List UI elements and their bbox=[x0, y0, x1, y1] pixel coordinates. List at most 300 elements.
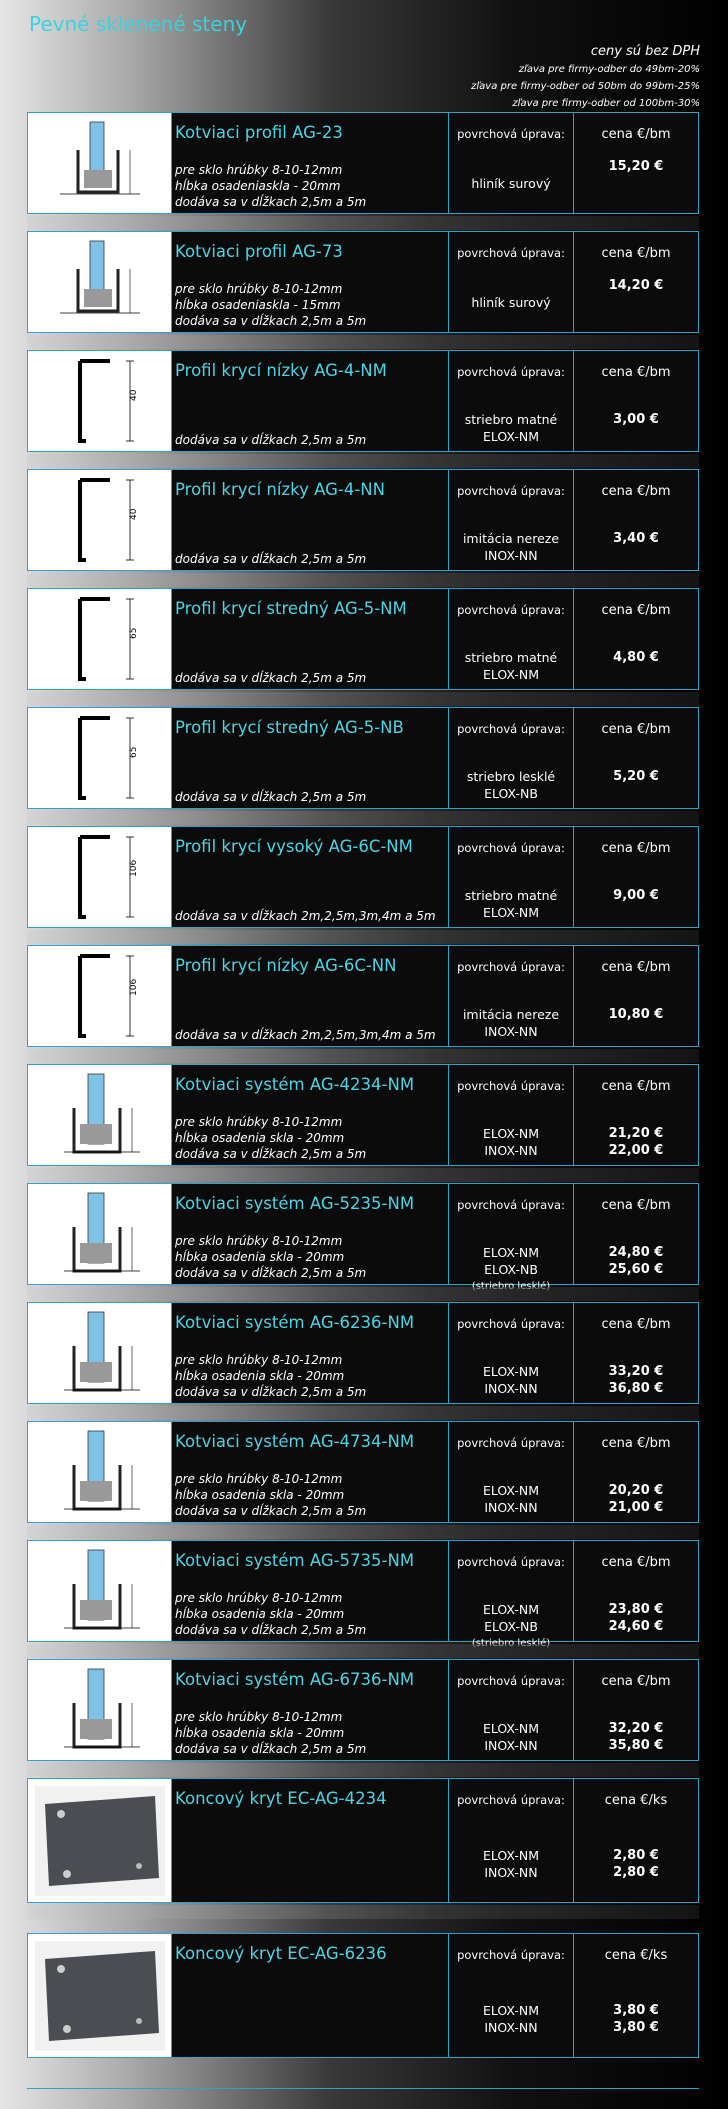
finish-cell bbox=[449, 1065, 574, 1165]
product-details bbox=[175, 1352, 366, 1400]
row-separator bbox=[27, 692, 699, 706]
finish-value: imitácia nereze bbox=[462, 531, 560, 546]
price-label: cena €/bm bbox=[601, 1555, 671, 1570]
product-detail: dodáva sa v dĺžkach 2,5m a 5m bbox=[175, 671, 367, 685]
product-image bbox=[28, 470, 172, 570]
product-name: Kotviaci systém AG-5735-NM bbox=[175, 1551, 415, 1570]
finish-label: povrchová úprava: bbox=[457, 246, 565, 260]
price-label: cena €/bm bbox=[601, 960, 671, 975]
product-description bbox=[172, 232, 449, 332]
product-description bbox=[172, 1660, 449, 1760]
price-label: cena €/ks bbox=[604, 1948, 668, 1963]
row-separator bbox=[27, 573, 699, 587]
price-cell bbox=[574, 232, 698, 332]
product-detail: dodáva sa v dĺžkach 2,5m a 5m bbox=[175, 552, 367, 566]
finish-values bbox=[449, 530, 573, 564]
product-detail: pre sklo hrúbky 8-10-12mm bbox=[175, 1591, 343, 1605]
finish-values bbox=[449, 1482, 573, 1516]
finish-value: striebro lesklé bbox=[466, 769, 556, 784]
cover-profile-icon bbox=[40, 593, 160, 685]
product-detail: dodáva sa v dĺžkach 2,5m a 5m bbox=[175, 433, 367, 447]
price-values bbox=[574, 649, 698, 666]
price-cell bbox=[574, 1422, 698, 1522]
price-cell bbox=[574, 1660, 698, 1760]
product-row bbox=[27, 1778, 699, 1903]
finish-value: ELOX-NB bbox=[484, 786, 538, 801]
finish-cell bbox=[449, 1660, 574, 1760]
price-cell bbox=[574, 1184, 698, 1284]
svg-text:40: 40 bbox=[128, 389, 139, 401]
price-values bbox=[574, 1006, 698, 1023]
finish-label: povrchová úprava: bbox=[457, 484, 565, 498]
finish-label: povrchová úprava: bbox=[457, 603, 565, 617]
product-description bbox=[172, 1303, 449, 1403]
finish-value: INOX-NN bbox=[484, 1500, 538, 1515]
end-cap-icon bbox=[35, 1941, 165, 2051]
product-name: Kotviaci systém AG-6236-NM bbox=[175, 1313, 415, 1332]
product-detail: dodáva sa v dĺžkach 2,5m a 5m bbox=[175, 195, 367, 209]
product-details bbox=[175, 670, 366, 686]
finish-values bbox=[449, 2002, 573, 2036]
price-value: 24,80 € bbox=[608, 1245, 664, 1260]
row-separator bbox=[27, 1049, 699, 1063]
product-detail: pre sklo hrúbky 8-10-12mm bbox=[175, 1234, 343, 1248]
finish-values bbox=[449, 1720, 573, 1754]
anchor-profile-icon bbox=[40, 235, 160, 330]
product-image bbox=[28, 351, 172, 451]
product-detail: hĺbka osadenia skla - 20mm bbox=[175, 1607, 345, 1621]
product-image bbox=[28, 708, 172, 808]
product-image bbox=[28, 946, 172, 1046]
finish-value: ELOX-NM bbox=[482, 2003, 540, 2018]
finish-label: povrchová úprava: bbox=[457, 1079, 565, 1093]
product-details bbox=[175, 432, 366, 448]
price-value: 3,80 € bbox=[613, 2003, 659, 2018]
discount-note: zľava pre firmy-odber do 49bm-20% bbox=[518, 64, 700, 75]
finish-label: povrchová úprava: bbox=[457, 1198, 565, 1212]
product-image bbox=[28, 589, 172, 689]
price-cell bbox=[574, 1065, 698, 1165]
product-row bbox=[27, 1933, 699, 2058]
footer-divider bbox=[27, 2088, 699, 2089]
finish-value: ELOX-NB bbox=[484, 1262, 538, 1277]
product-details bbox=[175, 1709, 366, 1757]
price-value: 14,20 € bbox=[608, 278, 664, 293]
product-details bbox=[175, 1590, 366, 1638]
price-value: 21,20 € bbox=[608, 1126, 664, 1141]
product-detail: dodáva sa v dĺžkach 2,5m a 5m bbox=[175, 1385, 367, 1399]
finish-value: striebro matné bbox=[464, 412, 558, 427]
row-separator bbox=[27, 216, 699, 230]
product-detail: pre sklo hrúbky 8-10-12mm bbox=[175, 1472, 343, 1486]
finish-values bbox=[449, 1363, 573, 1397]
price-value: 32,20 € bbox=[608, 1721, 664, 1736]
finish-value: ELOX-NM bbox=[482, 667, 540, 682]
finish-label: povrchová úprava: bbox=[457, 1948, 565, 1962]
finish-value: INOX-NN bbox=[484, 1738, 538, 1753]
product-detail: hĺbka osadenia skla - 20mm bbox=[175, 1250, 345, 1264]
price-values bbox=[574, 1244, 698, 1278]
finish-cell bbox=[449, 1184, 574, 1284]
product-details bbox=[175, 1114, 366, 1162]
finish-values bbox=[449, 1847, 573, 1881]
product-name: Profil krycí stredný AG-5-NM bbox=[175, 599, 407, 618]
price-values bbox=[574, 1482, 698, 1516]
finish-values bbox=[449, 1125, 573, 1159]
product-detail: dodáva sa v dĺžkach 2,5m a 5m bbox=[175, 314, 367, 328]
product-detail: pre sklo hrúbky 8-10-12mm bbox=[175, 1353, 343, 1367]
finish-value: INOX-NN bbox=[484, 1865, 538, 1880]
price-value: 2,80 € bbox=[613, 1865, 659, 1880]
finish-value: ELOX-NM bbox=[482, 1364, 540, 1379]
cover-profile-icon bbox=[40, 712, 160, 804]
product-detail: pre sklo hrúbky 8-10-12mm bbox=[175, 163, 343, 177]
product-description bbox=[172, 113, 449, 213]
finish-label: povrchová úprava: bbox=[457, 841, 565, 855]
finish-label: povrchová úprava: bbox=[457, 722, 565, 736]
product-image bbox=[28, 1422, 172, 1522]
price-cell bbox=[574, 1303, 698, 1403]
price-value: 10,80 € bbox=[608, 1007, 664, 1022]
row-separator bbox=[27, 1168, 699, 1182]
product-image bbox=[28, 1065, 172, 1165]
product-detail: hĺbka osadenia skla - 20mm bbox=[175, 1369, 345, 1383]
finish-values bbox=[449, 1006, 573, 1040]
finish-label: povrchová úprava: bbox=[457, 1436, 565, 1450]
price-cell bbox=[574, 1541, 698, 1641]
finish-values bbox=[449, 887, 573, 921]
price-cell bbox=[574, 351, 698, 451]
product-detail: dodáva sa v dĺžkach 2,5m a 5m bbox=[175, 1266, 367, 1280]
product-description bbox=[172, 1541, 449, 1641]
product-name: Kotviaci profil AG-23 bbox=[175, 123, 343, 142]
product-name: Kotviaci systém AG-4734-NM bbox=[175, 1432, 415, 1451]
svg-text:65: 65 bbox=[128, 627, 139, 639]
anchor-system-icon bbox=[40, 1425, 160, 1520]
finish-value: ELOX-NM bbox=[482, 429, 540, 444]
product-detail: pre sklo hrúbky 8-10-12mm bbox=[175, 1115, 343, 1129]
product-detail: dodáva sa v dĺžkach 2m,2,5m,3m,4m a 5m bbox=[175, 1028, 436, 1042]
finish-value: hliník surový bbox=[471, 295, 551, 310]
finish-cell bbox=[449, 470, 574, 570]
price-value: 25,60 € bbox=[608, 1262, 664, 1277]
finish-values bbox=[449, 294, 573, 311]
product-row bbox=[27, 1659, 699, 1761]
product-description bbox=[172, 351, 449, 451]
finish-value: ELOX-NM bbox=[482, 1126, 540, 1141]
end-cap-icon bbox=[35, 1786, 165, 1896]
price-value: 4,80 € bbox=[613, 650, 659, 665]
price-label: cena €/bm bbox=[601, 1317, 671, 1332]
product-image bbox=[28, 232, 172, 332]
price-cell bbox=[574, 470, 698, 570]
svg-text:65: 65 bbox=[128, 746, 139, 758]
price-label: cena €/bm bbox=[601, 1079, 671, 1094]
row-separator bbox=[27, 454, 699, 468]
product-description bbox=[172, 1934, 449, 2057]
price-value: 3,00 € bbox=[613, 412, 659, 427]
price-value: 21,00 € bbox=[608, 1500, 664, 1515]
price-cell bbox=[574, 589, 698, 689]
finish-label: povrchová úprava: bbox=[457, 127, 565, 141]
price-values bbox=[574, 158, 698, 175]
anchor-system-icon bbox=[40, 1068, 160, 1163]
finish-cell bbox=[449, 827, 574, 927]
finish-label: povrchová úprava: bbox=[457, 1674, 565, 1688]
finish-label: povrchová úprava: bbox=[457, 1793, 565, 1807]
product-image bbox=[28, 1303, 172, 1403]
finish-value: ELOX-NM bbox=[482, 1721, 540, 1736]
product-row bbox=[27, 1421, 699, 1523]
finish-cell bbox=[449, 351, 574, 451]
product-image bbox=[28, 1660, 172, 1760]
product-description bbox=[172, 1422, 449, 1522]
finish-value: hliník surový bbox=[471, 176, 551, 191]
product-detail: hĺbka osadenia skla - 20mm bbox=[175, 1131, 345, 1145]
row-separator bbox=[27, 811, 699, 825]
price-value: 5,20 € bbox=[613, 769, 659, 784]
price-values bbox=[574, 411, 698, 428]
finish-values bbox=[449, 411, 573, 445]
finish-cell bbox=[449, 1303, 574, 1403]
finish-value: striebro matné bbox=[464, 650, 558, 665]
anchor-system-icon bbox=[40, 1544, 160, 1639]
price-cell bbox=[574, 708, 698, 808]
svg-text:40: 40 bbox=[128, 508, 139, 520]
price-label: cena €/bm bbox=[601, 841, 671, 856]
product-name: Profil krycí stredný AG-5-NB bbox=[175, 718, 404, 737]
row-separator bbox=[27, 1763, 699, 1777]
finish-cell bbox=[449, 708, 574, 808]
product-description bbox=[172, 827, 449, 927]
product-row bbox=[27, 1064, 699, 1166]
price-values bbox=[574, 277, 698, 294]
finish-cell bbox=[449, 589, 574, 689]
price-value: 2,80 € bbox=[613, 1848, 659, 1863]
product-details bbox=[175, 1233, 366, 1281]
price-label: cena €/bm bbox=[601, 603, 671, 618]
product-description bbox=[172, 1779, 449, 1902]
price-value: 22,00 € bbox=[608, 1143, 664, 1158]
product-details bbox=[175, 162, 366, 210]
price-value: 15,20 € bbox=[608, 159, 664, 174]
finish-value: imitácia nereze bbox=[462, 1007, 560, 1022]
finish-cell bbox=[449, 113, 574, 213]
price-value: 33,20 € bbox=[608, 1364, 664, 1379]
price-label: cena €/ks bbox=[604, 1793, 668, 1808]
finish-value: INOX-NN bbox=[484, 1024, 538, 1039]
discount-note: zľava pre firmy-odber od 50bm do 99bm-25% bbox=[471, 81, 700, 92]
anchor-system-icon bbox=[40, 1306, 160, 1401]
product-image bbox=[28, 1934, 172, 2057]
price-value: 3,80 € bbox=[613, 2020, 659, 2035]
product-description bbox=[172, 946, 449, 1046]
price-label: cena €/bm bbox=[601, 365, 671, 380]
product-details bbox=[175, 1027, 436, 1043]
finish-value: ELOX-NM bbox=[482, 1602, 540, 1617]
finish-label: povrchová úprava: bbox=[457, 1555, 565, 1569]
product-detail: pre sklo hrúbky 8-10-12mm bbox=[175, 1710, 343, 1724]
price-label: cena €/bm bbox=[601, 722, 671, 737]
finish-value: INOX-NN bbox=[484, 548, 538, 563]
price-value: 20,20 € bbox=[608, 1483, 664, 1498]
finish-cell bbox=[449, 946, 574, 1046]
cover-profile-icon bbox=[40, 474, 160, 566]
product-name: Kotviaci systém AG-6736-NM bbox=[175, 1670, 415, 1689]
finish-cell bbox=[449, 232, 574, 332]
svg-text:106: 106 bbox=[128, 859, 139, 877]
cover-profile-icon bbox=[40, 950, 160, 1042]
product-description bbox=[172, 470, 449, 570]
product-image bbox=[28, 1184, 172, 1284]
header-notes bbox=[471, 44, 700, 112]
product-row bbox=[27, 707, 699, 809]
product-details bbox=[175, 908, 436, 924]
price-value: 3,40 € bbox=[613, 531, 659, 546]
price-label: cena €/bm bbox=[601, 1198, 671, 1213]
product-detail: hĺbka osadeniaskla - 20mm bbox=[175, 179, 341, 193]
price-label: cena €/bm bbox=[601, 484, 671, 499]
product-details bbox=[175, 1471, 366, 1519]
finish-cell bbox=[449, 1422, 574, 1522]
product-detail: dodáva sa v dĺžkach 2m,2,5m,3m,4m a 5m bbox=[175, 909, 436, 923]
product-description bbox=[172, 589, 449, 689]
price-values bbox=[574, 2002, 698, 2036]
product-name: Kotviaci systém AG-5235-NM bbox=[175, 1194, 415, 1213]
product-row bbox=[27, 1302, 699, 1404]
finish-values bbox=[449, 175, 573, 192]
product-details bbox=[175, 551, 366, 567]
price-label: cena €/bm bbox=[601, 1436, 671, 1451]
product-detail: hĺbka osadenia skla - 20mm bbox=[175, 1726, 345, 1740]
product-image bbox=[28, 827, 172, 927]
product-image bbox=[28, 113, 172, 213]
price-values bbox=[574, 1363, 698, 1397]
price-cell bbox=[574, 946, 698, 1046]
price-label: cena €/bm bbox=[601, 1674, 671, 1689]
price-values bbox=[574, 1847, 698, 1881]
product-detail: hĺbka osadenia skla - 20mm bbox=[175, 1488, 345, 1502]
row-separator bbox=[27, 1287, 699, 1301]
price-cell bbox=[574, 1779, 698, 1902]
product-image bbox=[28, 1541, 172, 1641]
finish-values bbox=[449, 649, 573, 683]
price-values bbox=[574, 887, 698, 904]
product-description bbox=[172, 1184, 449, 1284]
finish-value: INOX-NN bbox=[484, 1381, 538, 1396]
product-detail: dodáva sa v dĺžkach 2,5m a 5m bbox=[175, 1504, 367, 1518]
product-row bbox=[27, 469, 699, 571]
svg-text:106: 106 bbox=[128, 978, 139, 996]
finish-label: povrchová úprava: bbox=[457, 960, 565, 974]
finish-label: povrchová úprava: bbox=[457, 1317, 565, 1331]
price-value: 36,80 € bbox=[608, 1381, 664, 1396]
vat-note: ceny sú bez DPH bbox=[590, 44, 700, 59]
product-detail: dodáva sa v dĺžkach 2,5m a 5m bbox=[175, 790, 367, 804]
product-row bbox=[27, 1540, 699, 1642]
product-row bbox=[27, 826, 699, 928]
cover-profile-icon bbox=[40, 355, 160, 447]
finish-value: INOX-NN bbox=[484, 2020, 538, 2035]
price-value: 24,60 € bbox=[608, 1619, 664, 1634]
row-separator bbox=[27, 1406, 699, 1420]
row-separator bbox=[27, 1905, 699, 1919]
product-name: Koncový kryt EC-AG-4234 bbox=[175, 1789, 387, 1808]
price-label: cena €/bm bbox=[601, 246, 671, 261]
product-name: Profil krycí nízky AG-4-NN bbox=[175, 480, 385, 499]
price-cell bbox=[574, 827, 698, 927]
price-cell bbox=[574, 113, 698, 213]
price-values bbox=[574, 1720, 698, 1754]
row-separator bbox=[27, 335, 699, 349]
product-detail: pre sklo hrúbky 8-10-12mm bbox=[175, 282, 343, 296]
product-name: Kotviaci systém AG-4234-NM bbox=[175, 1075, 415, 1094]
row-separator bbox=[27, 1525, 699, 1539]
product-description bbox=[172, 708, 449, 808]
finish-value: INOX-NN bbox=[484, 1143, 538, 1158]
product-row bbox=[27, 231, 699, 333]
cover-profile-icon bbox=[40, 831, 160, 923]
anchor-system-icon bbox=[40, 1187, 160, 1282]
price-values bbox=[574, 1601, 698, 1635]
product-row bbox=[27, 588, 699, 690]
row-separator bbox=[27, 1644, 699, 1658]
finish-cell bbox=[449, 1779, 574, 1902]
price-values bbox=[574, 530, 698, 547]
product-detail: hĺbka osadeniaskla - 15mm bbox=[175, 298, 341, 312]
product-description bbox=[172, 1065, 449, 1165]
price-value: 9,00 € bbox=[613, 888, 659, 903]
discount-note: zľava pre firmy-odber od 100bm-30% bbox=[512, 98, 700, 109]
product-image bbox=[28, 1779, 172, 1902]
product-detail: dodáva sa v dĺžkach 2,5m a 5m bbox=[175, 1742, 367, 1756]
product-details bbox=[175, 281, 366, 329]
finish-value: ELOX-NB bbox=[484, 1619, 538, 1634]
finish-value: ELOX-NM bbox=[482, 1848, 540, 1863]
product-name: Koncový kryt EC-AG-6236 bbox=[175, 1944, 387, 1963]
product-row bbox=[27, 350, 699, 452]
product-row bbox=[27, 1183, 699, 1285]
product-detail: dodáva sa v dĺžkach 2,5m a 5m bbox=[175, 1623, 367, 1637]
anchor-profile-icon bbox=[40, 116, 160, 211]
price-values bbox=[574, 768, 698, 785]
price-cell bbox=[574, 1934, 698, 2057]
page-title: Pevné sklenené steny bbox=[29, 12, 248, 36]
anchor-system-icon bbox=[40, 1663, 160, 1758]
product-detail: dodáva sa v dĺžkach 2,5m a 5m bbox=[175, 1147, 367, 1161]
row-separator bbox=[27, 930, 699, 944]
finish-label: povrchová úprava: bbox=[457, 365, 565, 379]
finish-value: ELOX-NM bbox=[482, 905, 540, 920]
product-name: Profil krycí vysoký AG-6C-NM bbox=[175, 837, 413, 856]
finish-value: ELOX-NM bbox=[482, 1245, 540, 1260]
finish-cell bbox=[449, 1541, 574, 1641]
finish-value: striebro matné bbox=[464, 888, 558, 903]
price-label: cena €/bm bbox=[601, 127, 671, 142]
product-row bbox=[27, 945, 699, 1047]
price-value: 23,80 € bbox=[608, 1602, 664, 1617]
product-name: Kotviaci profil AG-73 bbox=[175, 242, 343, 261]
finish-cell bbox=[449, 1934, 574, 2057]
finish-value: ELOX-NM bbox=[482, 1483, 540, 1498]
price-values bbox=[574, 1125, 698, 1159]
product-name: Profil krycí nízky AG-6C-NN bbox=[175, 956, 397, 975]
product-details bbox=[175, 789, 366, 805]
finish-values bbox=[449, 768, 573, 802]
product-row bbox=[27, 112, 699, 214]
price-value: 35,80 € bbox=[608, 1738, 664, 1753]
product-name: Profil krycí nízky AG-4-NM bbox=[175, 361, 387, 380]
